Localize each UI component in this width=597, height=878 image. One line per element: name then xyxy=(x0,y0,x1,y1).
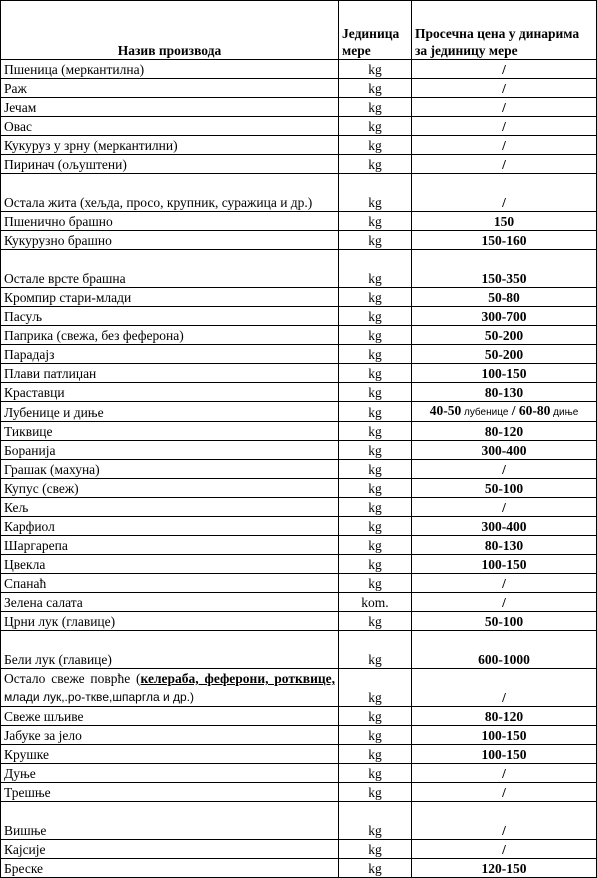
table-row xyxy=(1,859,597,878)
header-average-price: Просечна цена у динарима за јединицу мере xyxy=(412,1,597,60)
product-unit: kg xyxy=(339,726,412,745)
table-row xyxy=(1,593,597,612)
product-name: Спанаћ xyxy=(1,574,339,593)
product-price-split xyxy=(412,402,597,422)
table-row xyxy=(1,402,597,422)
product-unit: kg xyxy=(339,231,412,250)
product-name: Грашак (махуна) xyxy=(1,460,339,479)
table-row xyxy=(1,117,597,136)
product-unit: kg xyxy=(339,212,412,231)
table-row xyxy=(1,345,597,364)
product-price: / xyxy=(412,117,597,136)
table-row xyxy=(1,726,597,745)
product-name-part-1: Остало свеже поврће ( xyxy=(4,671,141,686)
product-name: Шаргарепа xyxy=(1,536,339,555)
product-price: 50-100 xyxy=(412,479,597,498)
header-product-name: Назив производа xyxy=(1,1,339,60)
product-price: 120-150 xyxy=(412,859,597,878)
product-name: Овас xyxy=(1,117,339,136)
table-row xyxy=(1,631,597,669)
product-price: / xyxy=(412,840,597,859)
table-row xyxy=(1,498,597,517)
table-row xyxy=(1,250,597,288)
product-name: Бреске xyxy=(1,859,339,878)
product-name: Јечам xyxy=(1,98,339,117)
product-name-part-2: келераба, феферони, ротквице, xyxy=(140,671,335,686)
table-row xyxy=(1,479,597,498)
price-melon-note: диње xyxy=(550,407,579,418)
product-unit: kg xyxy=(339,574,412,593)
table-row xyxy=(1,98,597,117)
table-row xyxy=(1,612,597,631)
table-row xyxy=(1,536,597,555)
table-row xyxy=(1,745,597,764)
product-unit: kg xyxy=(339,764,412,783)
product-price: / xyxy=(412,764,597,783)
product-price: / xyxy=(412,498,597,517)
product-name: Кајсије xyxy=(1,840,339,859)
product-price: 80-130 xyxy=(412,536,597,555)
product-name: Купус (свеж) xyxy=(1,479,339,498)
table-row xyxy=(1,783,597,802)
product-name: Остале врсте брашна xyxy=(1,250,339,288)
product-price: 50-200 xyxy=(412,345,597,364)
table-row xyxy=(1,231,597,250)
product-unit: kg xyxy=(339,422,412,441)
product-unit: kg xyxy=(339,98,412,117)
price-melon: 60-80 xyxy=(518,403,551,418)
table-row xyxy=(1,60,597,79)
product-price: 150 xyxy=(412,212,597,231)
product-name: Вишње xyxy=(1,802,339,840)
product-name: Црни лук (главице) xyxy=(1,612,339,631)
price-watermelon-note: лубенице xyxy=(461,407,509,418)
product-unit: kg xyxy=(339,631,412,669)
product-unit: kg xyxy=(339,155,412,174)
price-watermelon: 40-50 xyxy=(429,403,462,418)
product-price: 150-160 xyxy=(412,231,597,250)
product-price: / xyxy=(412,593,597,612)
product-unit: kg xyxy=(339,745,412,764)
product-price: / xyxy=(412,98,597,117)
product-name: Кукурузно брашно xyxy=(1,231,339,250)
product-unit: kg xyxy=(339,840,412,859)
product-name: Кељ xyxy=(1,498,339,517)
product-unit: kg xyxy=(339,79,412,98)
product-price: / xyxy=(412,669,597,707)
table-row xyxy=(1,460,597,479)
product-unit: kg xyxy=(339,250,412,288)
product-price: / xyxy=(412,783,597,802)
table-row xyxy=(1,669,597,707)
table-row xyxy=(1,802,597,840)
table-row xyxy=(1,840,597,859)
product-unit: kg xyxy=(339,783,412,802)
product-price: 50-80 xyxy=(412,288,597,307)
product-unit: kg xyxy=(339,441,412,460)
product-unit: kg xyxy=(339,288,412,307)
product-name: Плави патлиџан xyxy=(1,364,339,383)
product-unit: kg xyxy=(339,536,412,555)
table-row xyxy=(1,383,597,402)
product-unit: kg xyxy=(339,498,412,517)
product-unit: kg xyxy=(339,707,412,726)
product-name: Пасуљ xyxy=(1,307,339,326)
product-unit: kg xyxy=(339,460,412,479)
product-price: 150-350 xyxy=(412,250,597,288)
product-price: 100-150 xyxy=(412,555,597,574)
product-unit: kg xyxy=(339,669,412,707)
product-price: 50-100 xyxy=(412,612,597,631)
table-row xyxy=(1,212,597,231)
product-name: Тиквице xyxy=(1,422,339,441)
product-unit: kg xyxy=(339,383,412,402)
table-row xyxy=(1,441,597,460)
product-name: Пшеница (меркантилна) xyxy=(1,60,339,79)
product-name-composite xyxy=(1,669,339,707)
product-unit: kg xyxy=(339,859,412,878)
product-unit: kom. xyxy=(339,593,412,612)
product-price: / xyxy=(412,574,597,593)
product-price: / xyxy=(412,155,597,174)
table-row xyxy=(1,574,597,593)
product-price: 300-400 xyxy=(412,441,597,460)
table-row xyxy=(1,364,597,383)
product-unit: kg xyxy=(339,174,412,212)
product-name: Остала жита (хељда, просо, крупник, суражица и др.) xyxy=(1,174,339,212)
product-unit: kg xyxy=(339,117,412,136)
table-row xyxy=(1,79,597,98)
product-price: 80-120 xyxy=(412,422,597,441)
product-name: Паприка (свежа, без феферона) xyxy=(1,326,339,345)
product-price: / xyxy=(412,460,597,479)
product-unit: kg xyxy=(339,60,412,79)
product-price: 80-120 xyxy=(412,707,597,726)
product-name: Кромпир стари-млади xyxy=(1,288,339,307)
product-unit: kg xyxy=(339,612,412,631)
product-name: Боранија xyxy=(1,441,339,460)
product-name: Пиринач (ољуштени) xyxy=(1,155,339,174)
product-price: 300-700 xyxy=(412,307,597,326)
product-name: Јабуке за јело xyxy=(1,726,339,745)
table-row xyxy=(1,517,597,536)
table-row xyxy=(1,764,597,783)
product-price: / xyxy=(412,802,597,840)
table-row xyxy=(1,136,597,155)
product-price: / xyxy=(412,136,597,155)
product-name: Пшенично брашно xyxy=(1,212,339,231)
product-name: Свеже шљиве xyxy=(1,707,339,726)
product-name: Раж xyxy=(1,79,339,98)
product-name: Трешње xyxy=(1,783,339,802)
product-price: 100-150 xyxy=(412,364,597,383)
product-unit: kg xyxy=(339,364,412,383)
header-unit: Јединица мере xyxy=(339,1,412,60)
product-unit: kg xyxy=(339,555,412,574)
product-name-part-3: млади лук,.ро-тквe,шпаргла и др.) xyxy=(4,690,194,704)
table-header-row xyxy=(1,1,597,60)
product-price: 100-150 xyxy=(412,726,597,745)
product-price: / xyxy=(412,174,597,212)
product-name: Карфиол xyxy=(1,517,339,536)
product-unit: kg xyxy=(339,517,412,536)
table-row xyxy=(1,307,597,326)
product-price: / xyxy=(412,79,597,98)
product-name: Дуње xyxy=(1,764,339,783)
product-price: 50-200 xyxy=(412,326,597,345)
product-price: 600-1000 xyxy=(412,631,597,669)
product-name: Цвекла xyxy=(1,555,339,574)
product-price: 80-130 xyxy=(412,383,597,402)
product-name: Лубенице и диње xyxy=(1,402,339,422)
product-name: Крушке xyxy=(1,745,339,764)
product-unit: kg xyxy=(339,326,412,345)
table-row xyxy=(1,422,597,441)
product-name: Краставци xyxy=(1,383,339,402)
product-unit: kg xyxy=(339,345,412,364)
product-name: Парадајз xyxy=(1,345,339,364)
product-unit: kg xyxy=(339,802,412,840)
product-unit: kg xyxy=(339,307,412,326)
product-name: Зелена салата xyxy=(1,593,339,612)
product-unit: kg xyxy=(339,479,412,498)
table-row xyxy=(1,155,597,174)
product-price: 300-400 xyxy=(412,517,597,536)
product-unit: kg xyxy=(339,402,412,422)
product-unit: kg xyxy=(339,136,412,155)
product-name: Бели лук (главице) xyxy=(1,631,339,669)
product-name: Кукуруз у зрну (меркантилни) xyxy=(1,136,339,155)
price-separator: / xyxy=(508,403,519,418)
table-row xyxy=(1,326,597,345)
product-price: / xyxy=(412,60,597,79)
table-row xyxy=(1,174,597,212)
table-row xyxy=(1,707,597,726)
table-row xyxy=(1,555,597,574)
table-row xyxy=(1,288,597,307)
product-price: 100-150 xyxy=(412,745,597,764)
